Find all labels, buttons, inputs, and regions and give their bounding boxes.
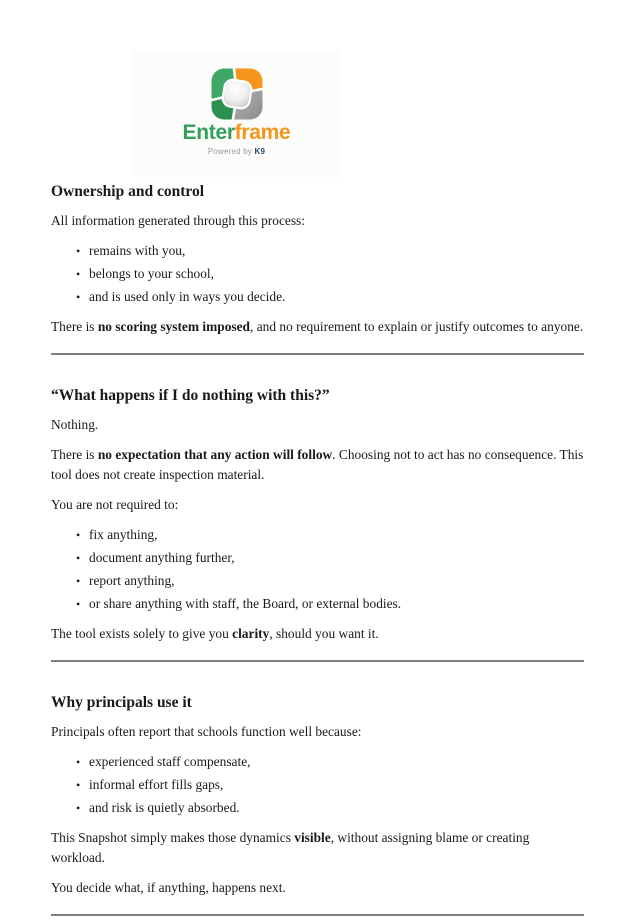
paragraph-intro: All information generated through this process: bbox=[51, 213, 305, 228]
text-segment: This Snapshot simply makes those dynamics bbox=[51, 830, 295, 845]
list-item: • and is used only in ways you decide. bbox=[51, 287, 584, 307]
enterframe-logo-icon bbox=[211, 68, 263, 120]
document-body bbox=[0, 182, 635, 916]
brand-wordmark-orange: frame bbox=[234, 121, 291, 144]
section-heading: Why principals use it bbox=[51, 694, 192, 711]
paragraph-closing bbox=[51, 624, 584, 644]
section-heading: “What happens if I do nothing with this?” bbox=[51, 387, 330, 404]
list-item: • experienced staff compensate, bbox=[51, 752, 584, 772]
paragraph-final: You decide what, if anything, happens next. bbox=[51, 880, 286, 895]
text-segment-bold: no scoring system imposed bbox=[97, 319, 250, 334]
list-item: • informal effort fills gaps, bbox=[51, 775, 584, 795]
list-item: • document anything further, bbox=[51, 548, 584, 568]
text-segment: There is bbox=[51, 319, 98, 334]
list-item: • report anything, bbox=[51, 571, 584, 591]
section-why-principals-use-it bbox=[51, 693, 584, 898]
text-segment: . Choosing not to act has no consequence. This tool does not create inspection material. bbox=[51, 447, 584, 482]
section-divider bbox=[51, 914, 584, 916]
paragraph: You are not required to: bbox=[51, 497, 179, 512]
section-ownership-and-control bbox=[51, 182, 584, 337]
paragraph-closing bbox=[51, 317, 584, 337]
section-heading: Ownership and control bbox=[51, 183, 205, 200]
enterframe-logo bbox=[132, 50, 341, 177]
text-segment-bold: clarity bbox=[232, 626, 270, 641]
brand-tagline bbox=[132, 147, 341, 157]
document-page bbox=[0, 50, 635, 916]
bullet-list bbox=[51, 752, 584, 818]
list-item: • belongs to your school, bbox=[51, 264, 584, 284]
list-item: • remains with you, bbox=[51, 241, 584, 261]
section-do-nothing bbox=[51, 386, 584, 644]
section-divider bbox=[51, 353, 584, 355]
brand-wordmark bbox=[132, 122, 341, 144]
text-segment-bold: no expectation that any action will follow bbox=[97, 447, 333, 462]
bullet-list bbox=[51, 525, 584, 614]
text-segment: , without assigning blame or creating workload. bbox=[51, 830, 530, 865]
paragraph bbox=[51, 445, 584, 485]
text-segment-bold: visible bbox=[294, 830, 331, 845]
list-item: • or share anything with staff, the Board, or external bodies. bbox=[51, 594, 584, 614]
paragraph-closing bbox=[51, 828, 584, 868]
text-segment: The tool exists solely to give you bbox=[51, 626, 233, 641]
list-item: • fix anything, bbox=[51, 525, 584, 545]
text-segment: There is bbox=[51, 447, 98, 462]
paragraph-intro: Principals often report that schools function well because: bbox=[51, 724, 362, 739]
text-segment: , should you want it. bbox=[269, 626, 379, 641]
text-segment: , and no requirement to explain or justify outcomes to anyone. bbox=[250, 319, 584, 334]
tagline-text: Powered by bbox=[207, 147, 255, 156]
list-item: • and risk is quietly absorbed. bbox=[51, 798, 584, 818]
tagline-brand-k9: K9 bbox=[254, 147, 266, 156]
bullet-list bbox=[51, 241, 584, 307]
brand-wordmark-green: Enter bbox=[182, 121, 235, 144]
paragraph: Nothing. bbox=[51, 417, 99, 432]
section-divider bbox=[51, 660, 584, 662]
